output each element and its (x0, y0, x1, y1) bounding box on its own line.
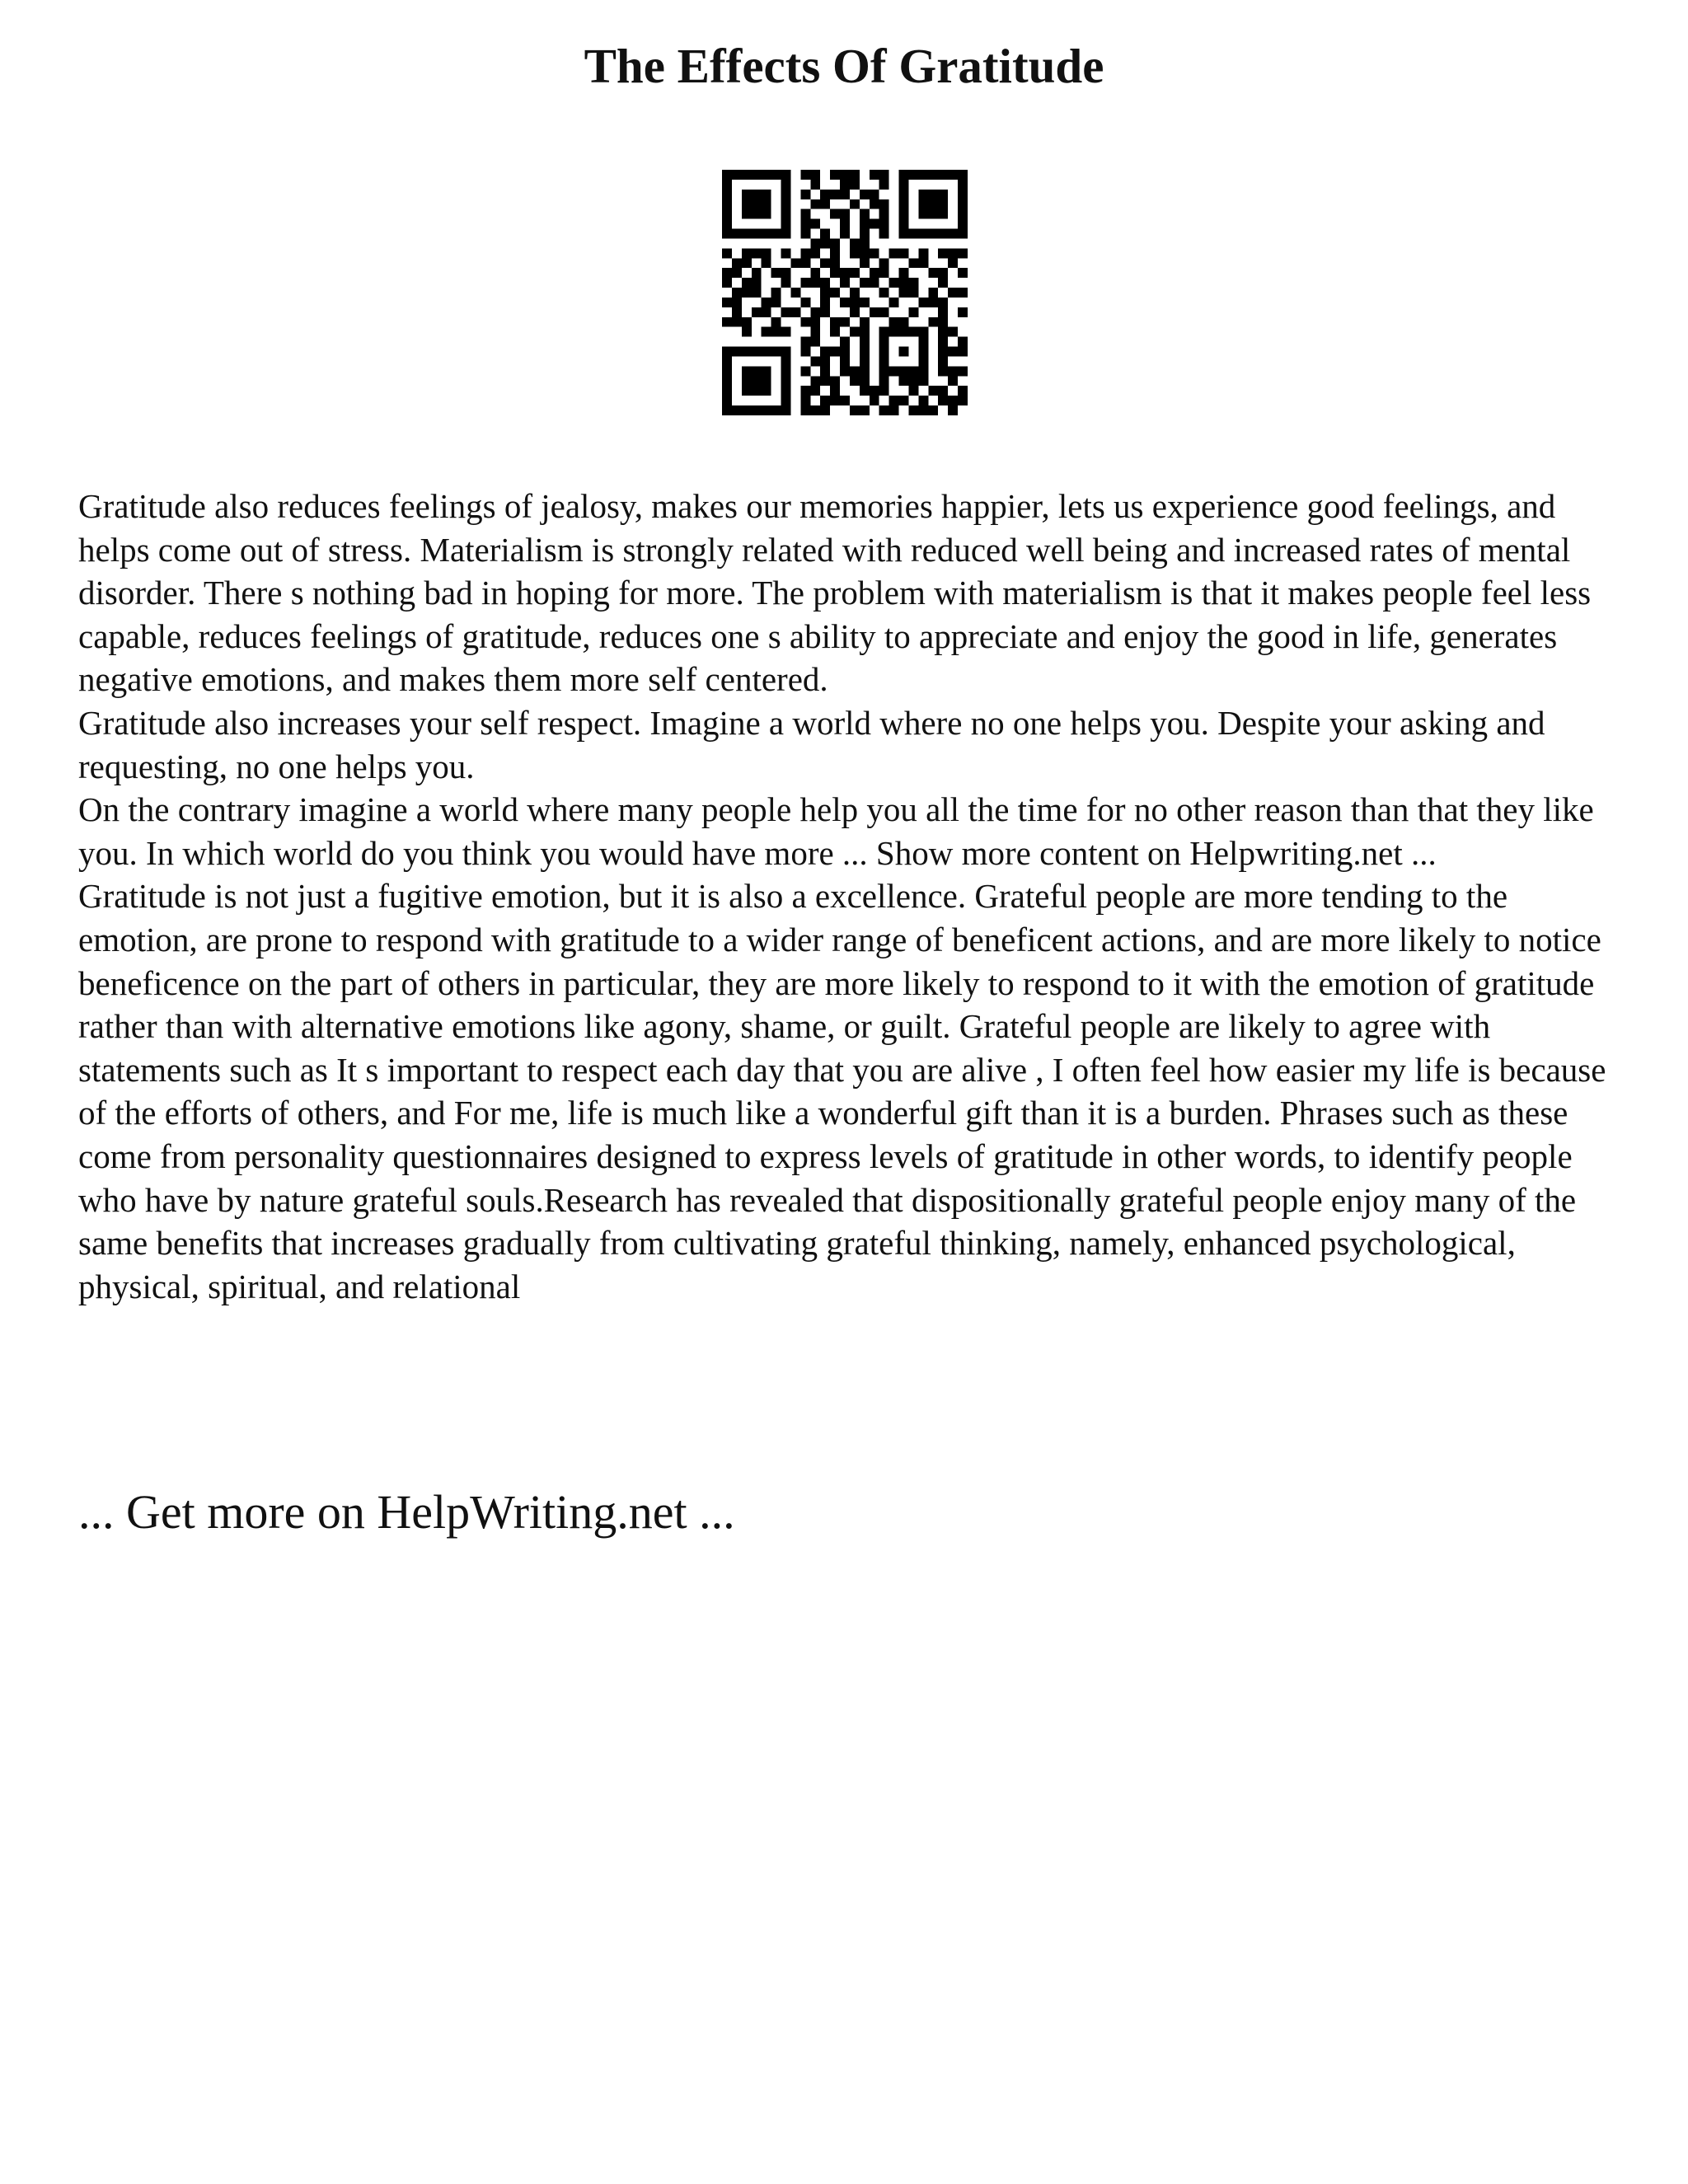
paragraph: On the contrary imagine a world where many people help you all the time for no other reason than that they like you. In which world do you think you would have more ... Show more content on Helpwriting.net ... (78, 790, 1594, 872)
page-title: The Effects Of Gratitude (584, 39, 1104, 93)
qr-code-icon (722, 170, 968, 415)
paragraph: Gratitude is not just a fugitive emotion, but it is also a excellence. Grateful people are more tending to the emotion, are prone to respond with gratitude to a wider range of beneficent actions, and are more likely to notice beneficence on the part of others in particular, they are more likely to respond to it with the emotion of gratitude rather than with alternative emotions like agony, shame, or guilt. Grateful people are likely to agree with statements such as It s important to respect each day that you are alive , I often feel how easier my life is because of the efforts of others, and For me, life is much like a wonderful gift than it is a burden. Phrases such as these come from personality questionnaires designed to express levels of gratitude in other words, to identify people who have by nature grateful souls.Research has revealed that dispositionally grateful people enjoy many of the same benefits that increases gradually from cultivating grateful thinking, namely, enhanced psychological, physical, spiritual, and relational (78, 877, 1606, 1305)
get-more-link[interactable]: ... Get more on HelpWriting.net ... (78, 1485, 735, 1539)
paragraph: Gratitude also reduces feelings of jealosy, makes our memories happier, lets us experience good feelings, and helps come out of stress. Materialism is strongly related with reduced well being and increased rates of mental disorder. There s nothing bad in hoping for more. The problem with materialism is that it makes people feel less capable, reduces feelings of gratitude, reduces one s ability to appreciate and enjoy the good in life, generates negative emotions, and makes them more self centered. (78, 487, 1592, 699)
article-body (78, 485, 1628, 1308)
paragraph: Gratitude also increases your self respect. Imagine a world where no one helps you. Despite your asking and requesting, no one helps you. (78, 703, 1545, 785)
